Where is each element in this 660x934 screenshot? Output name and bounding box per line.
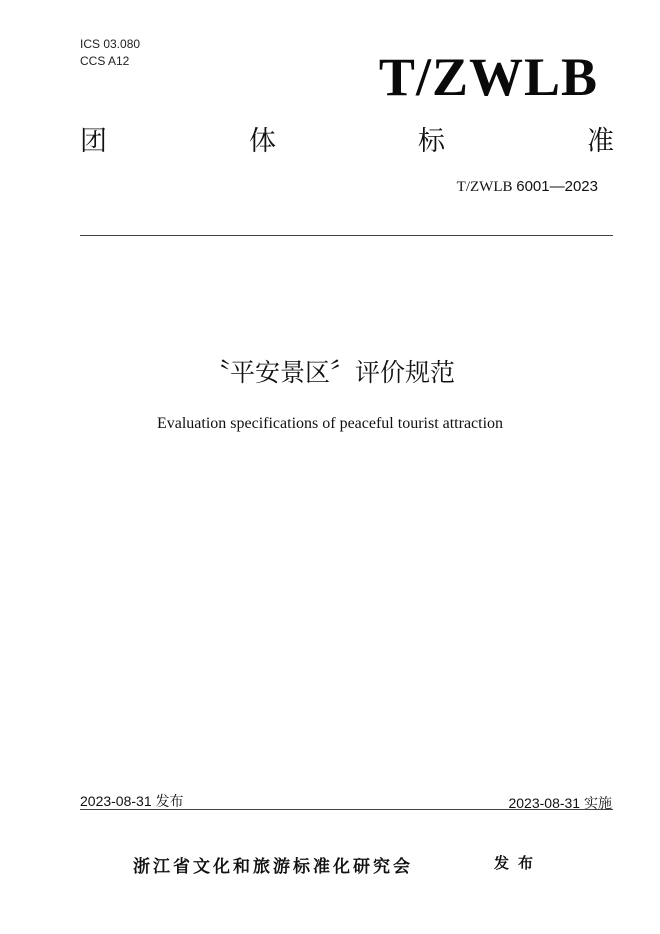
doc-type-char: 标 [418,126,445,157]
doc-number-value: 6001—2023 [516,178,598,195]
page-title-english: Evaluation specifications of peaceful tourist attraction [156,415,504,432]
ccs-code: CCS A12 [80,54,130,68]
footer-divider [80,809,613,810]
doc-type-char: 团 [80,126,107,157]
ics-code: ICS 03.080 [80,37,141,51]
page-title-chinese: 〝平安景区〞评价规范 [204,358,455,387]
effective-date: 2023-08-31 实施 [508,795,612,811]
publisher-name: 浙江省文化和旅游标准化研究会 [133,857,413,877]
publish-date: 2023-08-31 发布 [80,793,184,809]
document-type [80,128,614,155]
publish-label: 发布 [494,854,543,872]
document-number [457,178,598,196]
standard-mark: T/ZWLB [378,47,598,107]
doc-type-char: 体 [249,126,276,157]
classification-codes [80,36,140,70]
doc-type-char: 准 [587,126,614,157]
header-divider [80,235,613,236]
doc-number-prefix: T/ZWLB [456,179,517,195]
